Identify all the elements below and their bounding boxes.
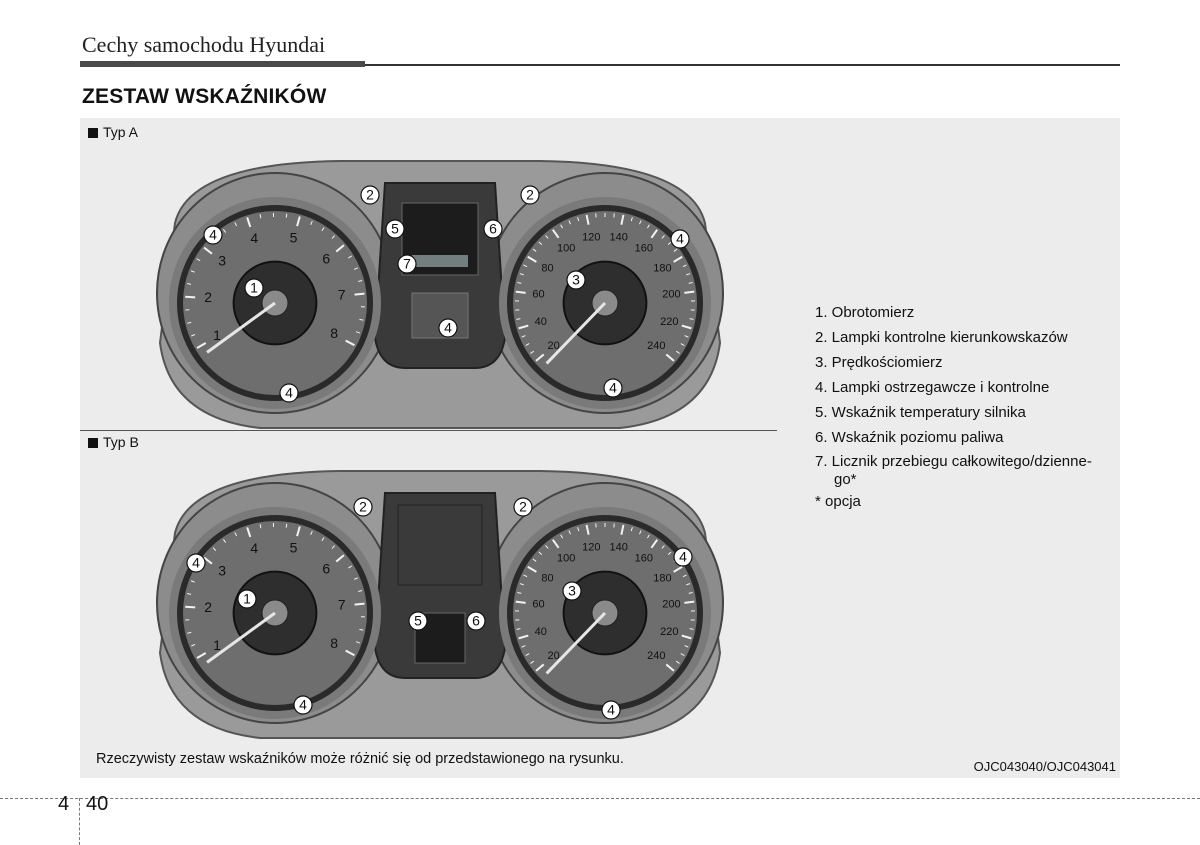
speedometer-tick: [684, 602, 694, 603]
header-rule-thick: [80, 61, 365, 67]
tachometer-number: 4: [250, 539, 259, 556]
tachometer-tick: [286, 524, 287, 528]
center-display-b: [398, 505, 482, 585]
legend-item: 2. Lampki kontrolne kierunkowskazów: [815, 329, 1068, 346]
callout-number: 4: [285, 384, 293, 401]
speedometer-number: 140: [609, 231, 628, 244]
legend-item: 3. Prędkościomierz: [815, 354, 943, 371]
speedometer-number: 120: [582, 231, 601, 244]
tachometer-number: 6: [322, 250, 331, 267]
callout-number: 4: [607, 701, 615, 718]
speedometer-number: 200: [662, 598, 681, 611]
speedometer-number: 100: [556, 552, 576, 565]
callout-number: 4: [299, 696, 307, 713]
footer-dashed-separator: [79, 798, 80, 845]
tachometer-tick: [185, 297, 195, 298]
speedometer-tick: [516, 602, 526, 603]
speedometer-number: 60: [532, 288, 545, 301]
tachometer-number: 7: [337, 286, 346, 303]
callout-number: 2: [526, 186, 534, 203]
footer-dashed-rule: [0, 798, 1200, 799]
speedometer-tick: [690, 629, 694, 630]
speedometer-tick: [516, 629, 520, 630]
speedometer-tick: [684, 292, 694, 293]
speedometer-number: 120: [582, 541, 601, 554]
speedometer-number: 220: [660, 315, 679, 328]
tachometer-number: 3: [218, 252, 227, 269]
speedometer-number: 160: [634, 552, 654, 565]
speedometer-number: 60: [532, 598, 545, 611]
speedometer-number: 80: [541, 572, 554, 585]
tachometer-tick: [286, 214, 287, 218]
legend-item: 7. Licznik przebiegu całkowitego/dzienne-: [815, 453, 1092, 470]
tachometer-number: 2: [204, 599, 213, 616]
callout-number: 5: [391, 220, 399, 237]
speedometer-number: 240: [647, 339, 666, 352]
section-title: ZESTAW WSKAŹNIKÓW: [82, 85, 327, 108]
tachometer-number: 5: [289, 229, 298, 246]
legend-item: 5. Wskaźnik temperatury silnika: [815, 404, 1026, 421]
legend-item-continuation: go*: [834, 471, 857, 488]
callout-number: 4: [679, 548, 687, 565]
tachometer-number: 4: [250, 229, 259, 246]
speedometer-tick: [516, 319, 520, 320]
callout-number: 5: [414, 612, 422, 629]
speedometer-number: 220: [660, 625, 679, 638]
speedometer-tick: [516, 292, 526, 293]
chapter-header: Cechy samochodu Hyundai: [82, 32, 326, 57]
legend-item: 6. Wskaźnik poziomu paliwa: [815, 429, 1004, 446]
speedometer-number: 100: [556, 242, 576, 255]
callout-number: 4: [609, 379, 617, 396]
tachometer-tick: [260, 214, 261, 218]
page-number: 40: [86, 793, 109, 815]
speedometer-number: 80: [541, 262, 554, 275]
cluster-drawings: [80, 118, 780, 748]
speedometer-number: 40: [534, 315, 547, 328]
tachometer-number: 1: [213, 637, 221, 654]
callout-number: 2: [359, 498, 367, 515]
figure-caption: Rzeczywisty zestaw wskaźników może różnić się od przedstawionego na rysunku.: [96, 751, 624, 767]
tachometer-tick: [260, 524, 261, 528]
tachometer-number: 5: [289, 539, 298, 556]
callout-number: 2: [519, 498, 527, 515]
speedometer-number: 180: [653, 572, 672, 585]
legend-item: 4. Lampki ostrzegawcze i kontrolne: [815, 379, 1050, 396]
speedometer-number: 40: [534, 625, 547, 638]
callout-number: 4: [444, 319, 452, 336]
legend-list: [815, 300, 1115, 514]
callout-number: 3: [568, 582, 576, 599]
tachometer-number: 8: [330, 325, 339, 342]
figure-code: OJC043040/OJC043041: [973, 759, 1116, 774]
tachometer-tick: [355, 604, 365, 605]
callout-number: 1: [243, 590, 251, 607]
instrument-cluster-figure: [80, 118, 1120, 778]
tachometer-number: 1: [213, 327, 221, 344]
speedometer-tick: [690, 319, 694, 320]
speedometer-number: 140: [609, 541, 628, 554]
tachometer-number: 2: [204, 289, 213, 306]
tachometer-number: 3: [218, 562, 227, 579]
tachometer-tick: [355, 294, 365, 295]
type-a-text: Typ A: [103, 124, 139, 140]
speedometer-number: 20: [547, 649, 560, 662]
callout-number: 6: [489, 220, 497, 237]
callout-number: 2: [366, 186, 374, 203]
callout-number: 7: [403, 255, 411, 272]
speedometer-number: 20: [547, 339, 560, 352]
callout-number: 3: [572, 271, 580, 288]
tachometer-tick: [185, 607, 195, 608]
header-rule-thin: [365, 64, 1120, 66]
callout-number: 4: [676, 230, 684, 247]
speedometer-number: 180: [653, 262, 672, 275]
legend-footnote: * opcja: [815, 493, 861, 510]
type-b-text: Typ B: [103, 434, 139, 450]
speedometer-number: 200: [662, 288, 681, 301]
callout-number: 6: [472, 612, 480, 629]
tachometer-number: 8: [330, 635, 339, 652]
legend-item: 1. Obrotomierz: [815, 304, 915, 321]
callout-number: 4: [192, 554, 200, 571]
tachometer-number: 7: [337, 596, 346, 613]
speedometer-number: 240: [647, 649, 666, 662]
callout-number: 4: [209, 226, 217, 243]
chapter-number: 4: [58, 793, 70, 815]
odometer-segments: [412, 255, 468, 267]
tachometer-number: 6: [322, 560, 331, 577]
callout-number: 1: [250, 279, 258, 296]
speedometer-number: 160: [634, 242, 654, 255]
